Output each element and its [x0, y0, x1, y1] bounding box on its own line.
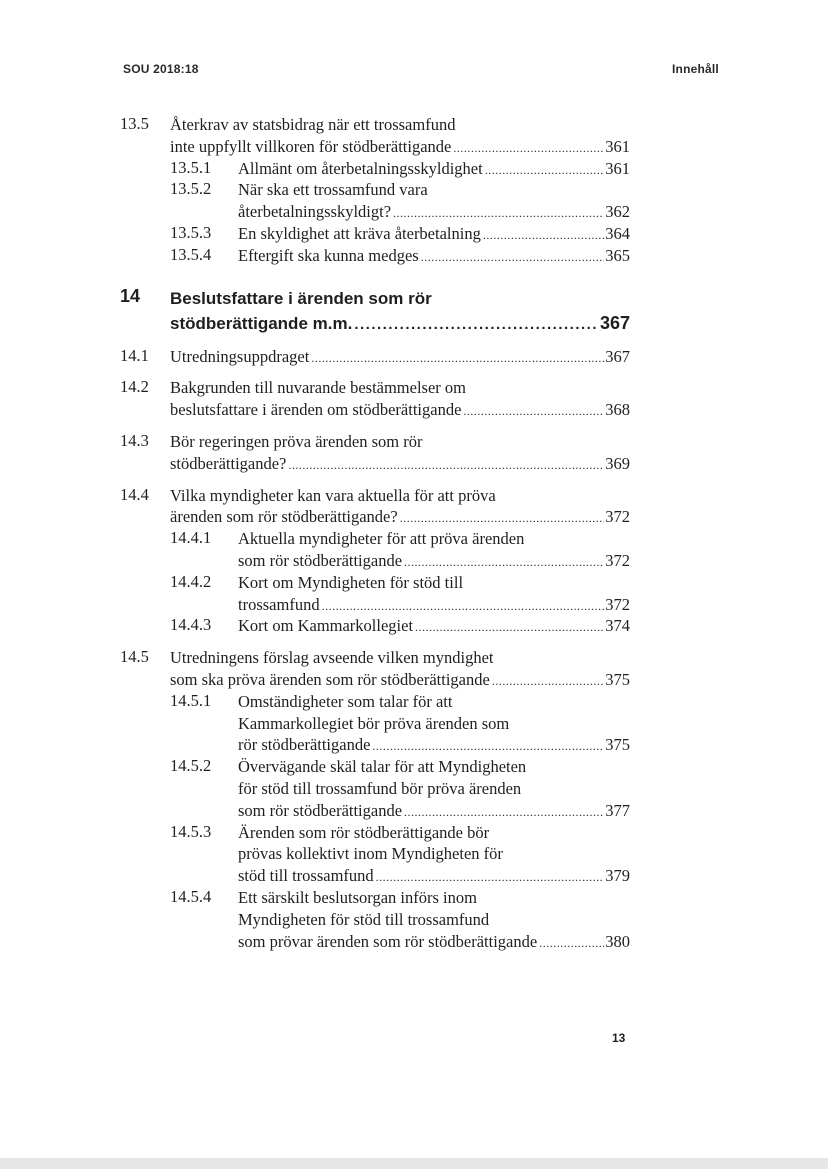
toc-title-line: Övervägande skäl talar för att Myndigheten	[238, 757, 527, 777]
toc-number: 14.5.2	[170, 756, 212, 776]
toc-title-line: stöd till trossamfund	[238, 866, 374, 886]
dot-leader	[415, 617, 604, 639]
toc-title-line: inte uppfyllt villkoren för stödberättigande	[170, 136, 452, 156]
dot-leader	[453, 138, 604, 160]
toc-page-number: 361	[605, 136, 630, 156]
toc-title-line: Omständigheter som talar för att	[238, 691, 453, 711]
dot-leader	[376, 867, 605, 889]
toc-entry-14-5[interactable]	[120, 647, 640, 691]
toc-entry-13-5[interactable]	[120, 114, 640, 158]
dot-leader	[483, 225, 604, 247]
dot-leader	[400, 508, 605, 530]
toc-entry-13-5-3[interactable]	[120, 223, 640, 245]
chapter-number: 14	[120, 285, 141, 306]
chapter-title-line: Beslutsfattare i ärenden som rör	[170, 288, 432, 308]
toc-number: 13.5.2	[170, 179, 212, 199]
dot-leader	[404, 802, 604, 824]
toc-title-line: Eftergift ska kunna medges	[238, 245, 419, 265]
toc-page-number: 372	[605, 594, 630, 614]
toc-title-line: När ska ett trossamfund vara	[238, 180, 428, 200]
toc-title-line: Bakgrunden till nuvarande bestämmelser om	[170, 378, 467, 398]
toc-page-number: 377	[605, 800, 630, 820]
toc-title-line: Kort om Myndigheten för stöd till	[238, 572, 464, 592]
toc-page-number: 361	[605, 158, 630, 178]
toc-page-number: 372	[605, 550, 630, 570]
toc-title-line: Ett särskilt beslutsorgan införs inom	[238, 887, 477, 907]
chapter-title-line: stödberättigande m.m.	[170, 313, 353, 333]
toc-title-line: beslutsfattare i ärenden om stödberättigande	[170, 400, 462, 420]
toc-page-number: 375	[605, 735, 630, 755]
toc-entry-13-5-2[interactable]	[120, 179, 640, 223]
toc-number: 14.4.3	[170, 615, 212, 635]
dot-leader	[372, 736, 604, 758]
running-head-left: SOU 2018:18	[123, 62, 199, 76]
toc-title-line: Vilka myndigheter kan vara aktuella för att pröva	[170, 485, 496, 505]
toc-number: 14.5.3	[170, 821, 212, 841]
toc-entry-14-1[interactable]	[120, 346, 640, 368]
dot-leader	[539, 933, 604, 955]
toc-page-number: 365	[605, 245, 630, 265]
toc-title-line: En skyldighet att kräva återbetalning	[238, 223, 481, 243]
toc-chapter-14[interactable]	[120, 286, 640, 336]
toc-title-line: Återkrav av statsbidrag när ett trossamfund	[170, 115, 456, 134]
toc-entry-14-5-3[interactable]	[120, 822, 640, 887]
toc-number: 14.4	[120, 484, 149, 504]
toc-title-line: som prövar ärenden som rör stödberättigande	[238, 931, 538, 951]
toc-title-line: Aktuella myndigheter för att pröva ärenden	[238, 529, 525, 549]
toc-entry-14-4-3[interactable]	[120, 615, 640, 637]
toc-number: 14.4.2	[170, 571, 212, 591]
page-number: 13	[612, 1031, 626, 1045]
dot-leader	[393, 203, 604, 225]
toc-number: 13.5	[120, 114, 149, 133]
dot-leader	[322, 596, 605, 618]
toc-title-line: Ärenden som rör stödberättigande bör	[238, 822, 490, 842]
dot-leader	[485, 160, 605, 182]
toc-number: 14.1	[120, 345, 149, 365]
toc-entry-14-5-1[interactable]	[120, 691, 640, 756]
toc-entry-14-2[interactable]	[120, 377, 640, 421]
toc-number: 13.5.1	[170, 157, 212, 177]
toc-title-line: Bör regeringen pröva ärenden som rör	[170, 431, 423, 451]
toc-title-line: för stöd till trossamfund bör pröva ärenden	[238, 778, 522, 798]
toc-entry-14-3[interactable]	[120, 431, 640, 475]
dot-leader	[288, 455, 604, 477]
toc-title-line: Utredningens förslag avseende vilken myndighet	[170, 648, 494, 668]
table-of-contents	[120, 114, 640, 952]
chapter-page-number: 367	[599, 312, 630, 333]
toc-page-number: 375	[605, 669, 630, 689]
toc-title-line: som rör stödberättigande	[238, 800, 403, 820]
toc-page-number: 374	[605, 616, 630, 636]
toc-page-number: 362	[605, 202, 630, 222]
toc-page-number: 369	[605, 453, 630, 473]
toc-title-line: som rör stödberättigande	[238, 550, 403, 570]
toc-entry-14-4-1[interactable]	[120, 528, 640, 572]
dot-leader	[463, 401, 604, 423]
toc-number: 14.4.1	[170, 528, 212, 548]
dot-leader	[311, 348, 604, 370]
toc-entry-13-5-4[interactable]	[120, 245, 640, 267]
toc-number: 13.5.3	[170, 222, 212, 242]
toc-entry-14-4-2[interactable]	[120, 572, 640, 616]
toc-title-line: ärenden som rör stödberättigande?	[170, 507, 398, 527]
running-head-right: Innehåll	[672, 62, 719, 76]
toc-entry-14-5-4[interactable]	[120, 887, 640, 952]
toc-entry-13-5-1[interactable]	[120, 158, 640, 180]
toc-page-number: 367	[605, 346, 630, 366]
toc-page-number: 379	[605, 866, 630, 886]
toc-entry-14-5-2[interactable]	[120, 756, 640, 821]
toc-number: 14.5.1	[170, 690, 212, 710]
toc-title-line: prövas kollektivt inom Myndigheten för	[238, 844, 503, 864]
scan-bottom-edge	[0, 1158, 828, 1169]
toc-title-line: Kort om Kammarkollegiet	[238, 616, 414, 636]
dot-leader	[404, 552, 604, 574]
toc-entry-14-4[interactable]	[120, 485, 640, 529]
toc-number: 14.2	[120, 377, 149, 397]
toc-title-line: trossamfund	[238, 594, 320, 614]
toc-number: 14.3	[120, 430, 149, 450]
toc-title-line: stödberättigande?	[170, 453, 287, 473]
toc-page-number: 372	[605, 507, 630, 527]
toc-number: 14.5	[120, 647, 149, 667]
toc-title-line: Utredningsuppdraget	[170, 346, 310, 366]
dot-leader	[492, 671, 604, 693]
toc-title-line: Kammarkollegiet bör pröva ärenden som	[238, 713, 510, 733]
toc-number: 14.5.4	[170, 886, 212, 906]
toc-title-line: återbetalningsskyldigt?	[238, 202, 392, 222]
toc-number: 13.5.4	[170, 244, 212, 264]
toc-page-number: 364	[605, 223, 630, 243]
dot-leader	[354, 312, 599, 337]
toc-title-line: som ska pröva ärenden som rör stödberättigande	[170, 669, 490, 689]
toc-title-line: Allmänt om återbetalningsskyldighet	[238, 158, 483, 178]
toc-page-number: 368	[605, 400, 630, 420]
toc-title-line: rör stödberättigande	[238, 735, 371, 755]
dot-leader	[421, 247, 605, 269]
toc-page-number: 380	[605, 931, 630, 951]
toc-title-line: Myndigheten för stöd till trossamfund	[238, 909, 490, 929]
